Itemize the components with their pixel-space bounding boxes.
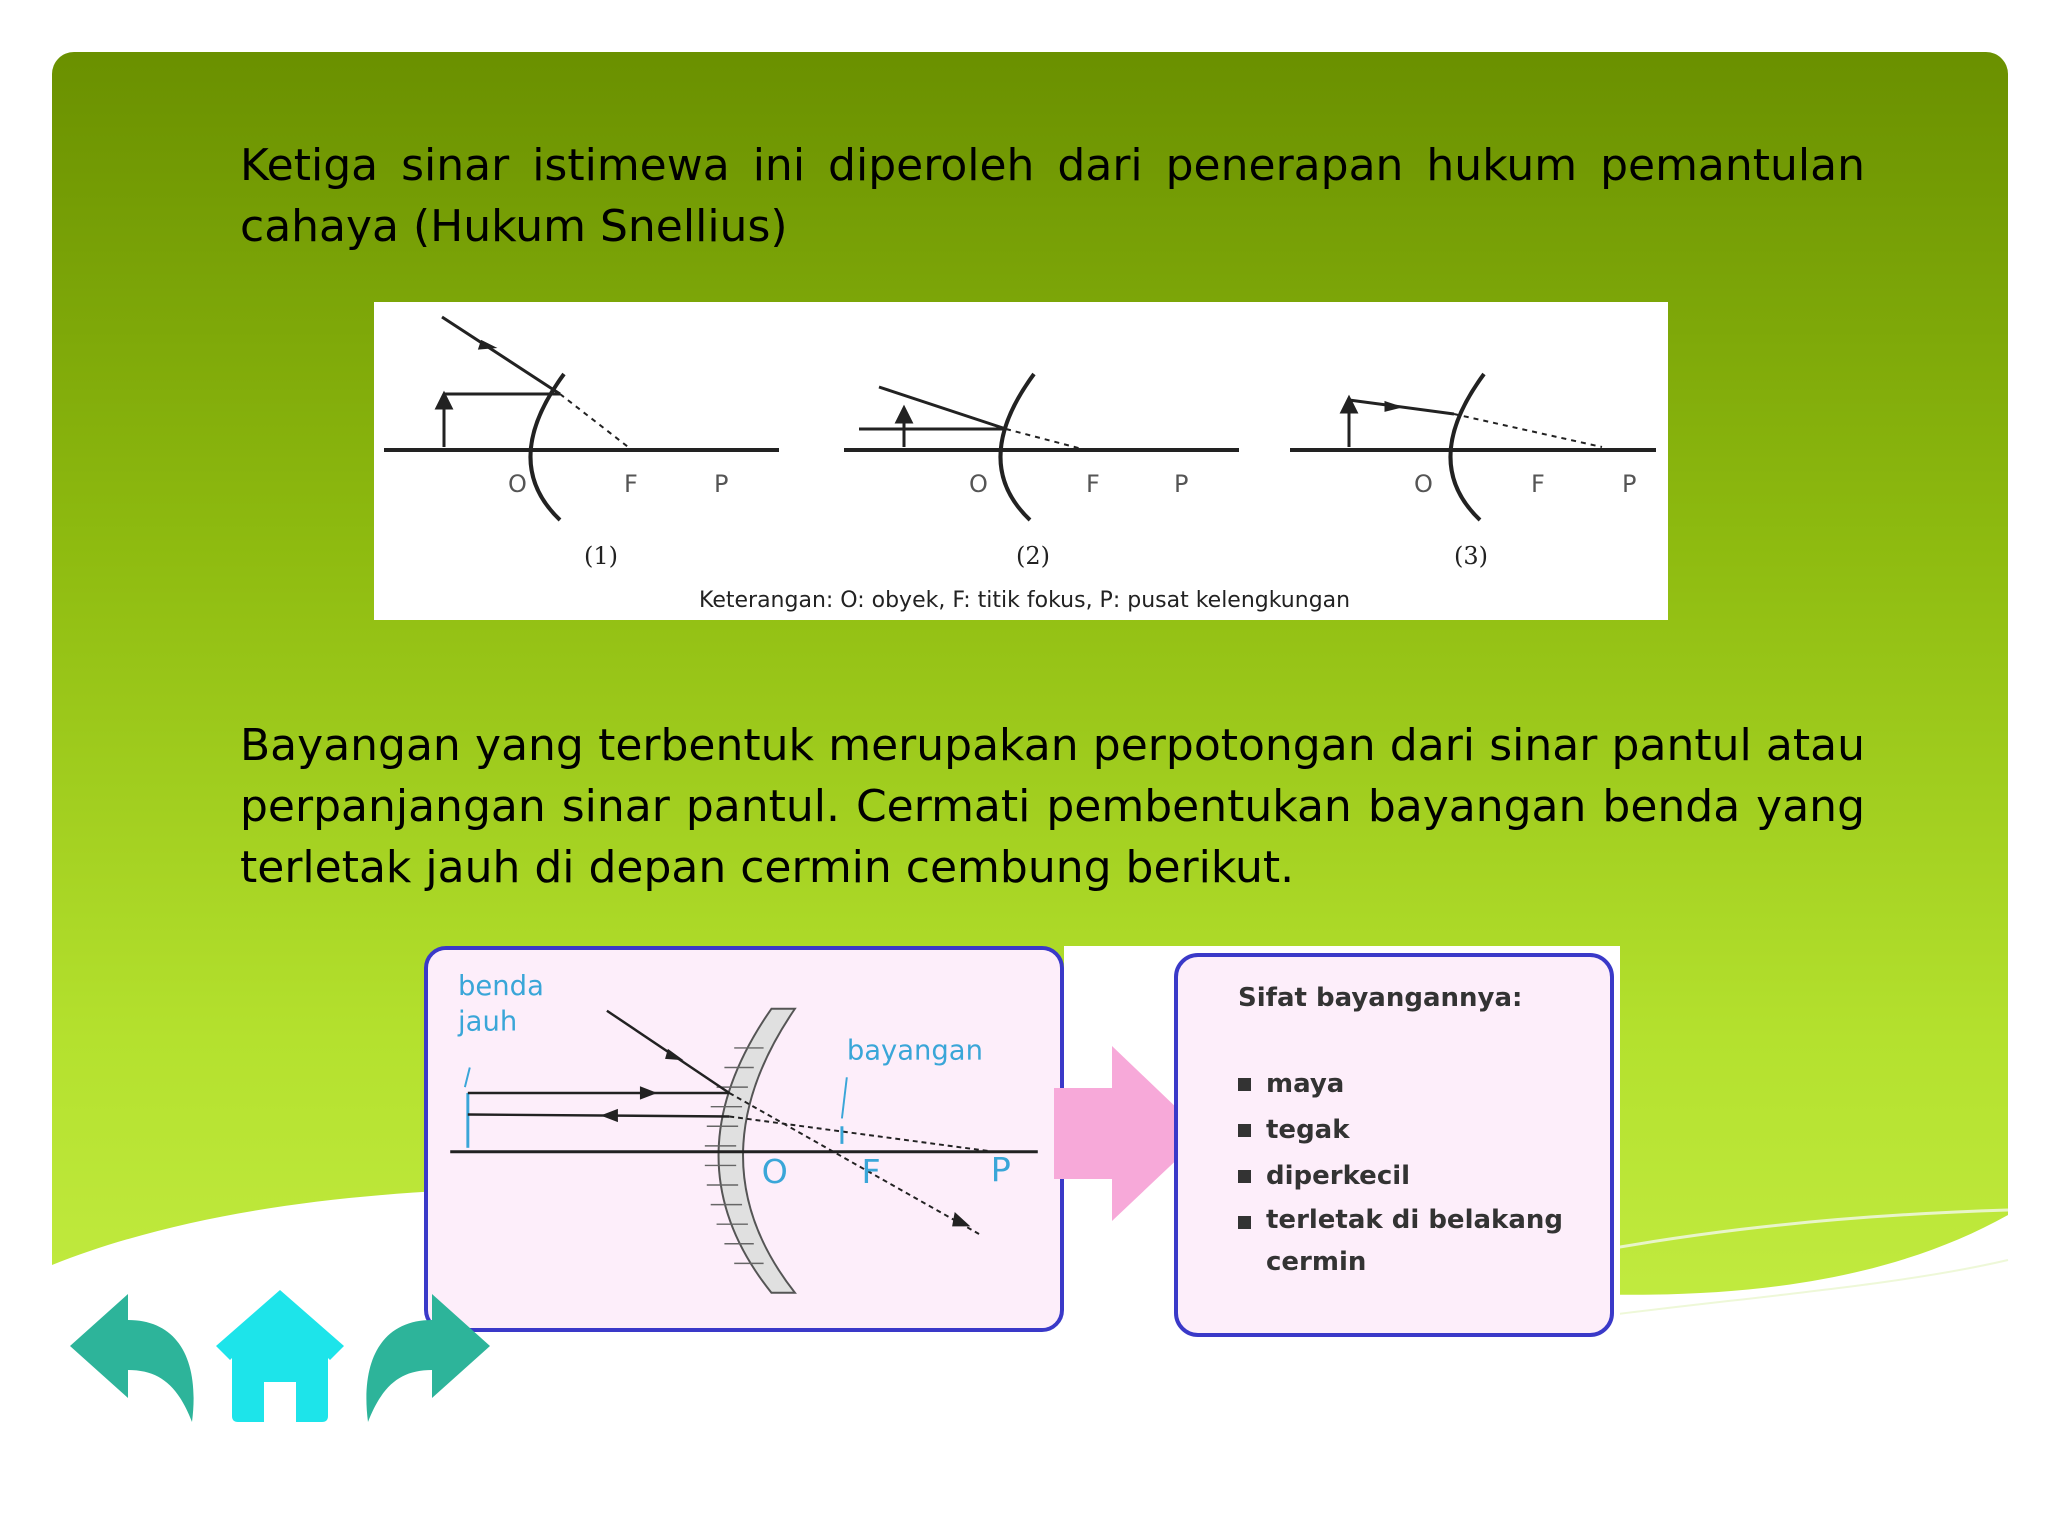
diagram1-label-f: F [624, 470, 638, 498]
diagram2-label-f: F [1086, 470, 1100, 498]
forward-arrow-icon [366, 1294, 490, 1422]
property-item: diperkecil [1238, 1153, 1586, 1199]
convex-mirror-ray-diagrams [374, 302, 1668, 620]
back-button[interactable] [70, 1290, 200, 1424]
forward-button[interactable] [360, 1290, 490, 1424]
diagram2-label-p: P [1174, 470, 1189, 498]
back-arrow-icon [70, 1294, 194, 1422]
axis-label-f: F [861, 1152, 881, 1192]
ray-diagrams-svg [374, 302, 1668, 620]
image-properties-panel [1174, 953, 1614, 1337]
diagram3-number: (3) [1454, 542, 1488, 570]
property-item: maya [1238, 1061, 1586, 1107]
figure1-caption: Keterangan: O: obyek, F: titik fokus, P: pusat kelengkungan [699, 588, 1351, 613]
far-object-diagram [424, 946, 1064, 1332]
diagram3-label-f: F [1531, 470, 1545, 498]
diagram1-number: (1) [584, 542, 618, 570]
property-item: tegak [1238, 1107, 1586, 1153]
axis-label-p: P [990, 1150, 1011, 1190]
image-label: bayangan [846, 1035, 983, 1067]
explanation-paragraph: Bayangan yang terbentuk merupakan perpotongan dari sinar pantul atau perpanjangan sinar pantul. Cermati pembentukan bayangan benda yang terletak jauh di depan cermin cembung berikut. [240, 720, 1865, 893]
diagram2-number: (2) [1016, 542, 1050, 570]
property-item: terletak di belakang cermin [1238, 1199, 1586, 1283]
diagram3-label-o: O [1414, 470, 1433, 498]
diagram2-label-o: O [969, 470, 988, 498]
object-label-line2: jauh [458, 1006, 518, 1038]
properties-list [1238, 1061, 1586, 1283]
intro-paragraph: Ketiga sinar istimewa ini diperoleh dari penerapan hukum pemantulan cahaya (Hukum Snellius) [240, 140, 1865, 252]
diagram1-label-o: O [508, 470, 527, 498]
diagram1-label-p: P [714, 470, 729, 498]
diagram3-label-p: P [1622, 470, 1637, 498]
home-button[interactable] [216, 1290, 344, 1424]
far-object-diagram-svg [428, 950, 1060, 1328]
axis-label-o: O [761, 1152, 788, 1192]
home-icon [216, 1290, 344, 1422]
properties-title: Sifat bayangannya: [1238, 983, 1523, 1013]
object-label-line1: benda [458, 971, 544, 1003]
